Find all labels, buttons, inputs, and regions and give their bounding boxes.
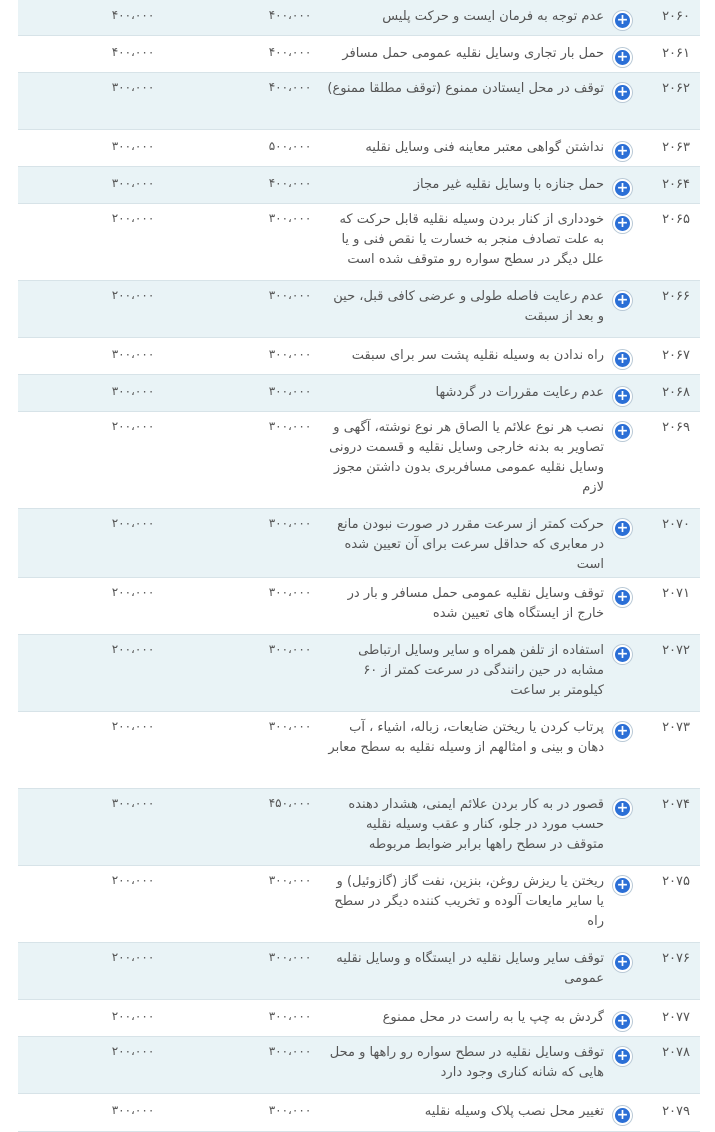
fine-amount-primary: ۳۰۰،۰۰۰	[268, 288, 312, 302]
table-row[interactable]	[18, 943, 700, 1000]
expand-plus-icon[interactable]: +	[613, 645, 632, 664]
fine-amount-primary: ۳۰۰،۰۰۰	[268, 873, 312, 887]
table-row[interactable]	[18, 130, 700, 167]
fine-amount-secondary: ۲۰۰،۰۰۰	[111, 211, 155, 225]
fine-amount-secondary: ۴۰۰،۰۰۰	[111, 8, 155, 22]
fine-amount-secondary: ۲۰۰،۰۰۰	[111, 419, 155, 433]
violation-code: ۲۰۶۵	[662, 212, 690, 227]
table-row[interactable]	[18, 412, 700, 509]
violations-table	[18, 0, 700, 1132]
violation-code: ۲۰۶۷	[662, 348, 690, 363]
table-row[interactable]	[18, 866, 700, 943]
fine-amount-primary: ۳۰۰،۰۰۰	[268, 1044, 312, 1058]
violation-code: ۲۰۶۴	[662, 177, 690, 192]
fine-amount-primary: ۳۰۰،۰۰۰	[268, 419, 312, 433]
fine-amount-primary: ۳۰۰،۰۰۰	[268, 384, 312, 398]
violation-description: حمل جنازه با وسایل نقلیه غیر مجاز	[413, 177, 604, 192]
violation-code: ۲۰۷۴	[662, 797, 690, 812]
violation-description: گردش به چپ یا به راست در محل ممنوع	[382, 1010, 604, 1025]
expand-plus-icon[interactable]: +	[613, 48, 632, 67]
table-row[interactable]	[18, 712, 700, 789]
violation-code: ۲۰۶۲	[662, 81, 690, 96]
table-row[interactable]	[18, 167, 700, 204]
violation-code: ۲۰۷۳	[662, 720, 690, 735]
expand-plus-icon[interactable]: +	[613, 799, 632, 818]
table-row[interactable]	[18, 281, 700, 338]
fine-amount-primary: ۵۰۰،۰۰۰	[268, 139, 312, 153]
fine-amount-primary: ۳۰۰،۰۰۰	[268, 211, 312, 225]
violation-code: ۲۰۶۱	[662, 46, 690, 61]
expand-plus-icon[interactable]: +	[613, 422, 632, 441]
violation-description: عدم توجه به فرمان ایست و حرکت پلیس	[382, 9, 604, 24]
fine-amount-primary: ۴۰۰،۰۰۰	[268, 176, 312, 190]
fine-amount-secondary: ۳۰۰،۰۰۰	[111, 1103, 155, 1117]
fine-amount-secondary: ۳۰۰،۰۰۰	[111, 796, 155, 810]
violation-description: قصور در به کار بردن علائم ایمنی، هشدار دهنده حسب مورد در جلو، کنار و عقب وسیله نقلیه متوقف در سطح راهها برابر ضوابط مربوطه	[348, 797, 604, 852]
fine-amount-primary: ۴۰۰،۰۰۰	[268, 8, 312, 22]
violation-description: عدم رعایت فاصله طولی و عرضی کافی قبل، حین و بعد از سبقت	[333, 289, 604, 324]
violation-description: حرکت کمتر از سرعت مقرر در صورت نبودن مانع در معابری که حداقل سرعت برای آن تعیین شده است	[337, 517, 604, 572]
fine-amount-secondary: ۲۰۰،۰۰۰	[111, 642, 155, 656]
fine-amount-primary: ۳۰۰،۰۰۰	[268, 585, 312, 599]
table-row[interactable]	[18, 36, 700, 73]
fine-amount-primary: ۴۰۰،۰۰۰	[268, 45, 312, 59]
violation-description: توقف در محل ایستادن ممنوع (توقف مطلقا ممنوع)	[327, 81, 604, 96]
fine-amount-secondary: ۲۰۰،۰۰۰	[111, 950, 155, 964]
violation-description: حمل بار تجاری وسایل نقلیه عمومی حمل مسافر	[342, 46, 604, 61]
expand-plus-icon[interactable]: +	[613, 83, 632, 102]
fine-amount-primary: ۳۰۰،۰۰۰	[268, 516, 312, 530]
violation-code: ۲۰۷۵	[662, 874, 690, 889]
fine-amount-secondary: ۳۰۰،۰۰۰	[111, 176, 155, 190]
violation-description: نداشتن گواهی معتبر معاینه فنی وسایل نقلیه	[365, 140, 604, 155]
violation-code: ۲۰۶۶	[662, 289, 690, 304]
violation-code: ۲۰۷۱	[662, 586, 690, 601]
table-row[interactable]	[18, 338, 700, 375]
fine-amount-secondary: ۲۰۰،۰۰۰	[111, 1009, 155, 1023]
expand-plus-icon[interactable]: +	[613, 11, 632, 30]
expand-plus-icon[interactable]: +	[613, 350, 632, 369]
table-row[interactable]	[18, 789, 700, 866]
table-row[interactable]	[18, 578, 700, 635]
fine-amount-secondary: ۲۰۰،۰۰۰	[111, 516, 155, 530]
expand-plus-icon[interactable]: +	[613, 876, 632, 895]
expand-plus-icon[interactable]: +	[613, 1106, 632, 1125]
expand-plus-icon[interactable]: +	[613, 1012, 632, 1031]
table-row[interactable]	[18, 375, 700, 412]
table-row[interactable]	[18, 1000, 700, 1037]
violation-description: نصب هر نوع علائم یا الصاق هر نوع نوشته، آگهی و تصاویر به بدنه خارجی وسایل نقلیه و قسمت درونی وسایل نقلیه عمومی مسافربری بدون داشتن مجوز لازم	[329, 420, 604, 495]
violation-code: ۲۰۶۳	[662, 140, 690, 155]
violation-code: ۲۰۷۲	[662, 643, 690, 658]
fine-amount-secondary: ۲۰۰،۰۰۰	[111, 873, 155, 887]
expand-plus-icon[interactable]: +	[613, 291, 632, 310]
fine-amount-secondary: ۳۰۰،۰۰۰	[111, 384, 155, 398]
table-row[interactable]	[18, 635, 700, 712]
fine-amount-secondary: ۴۰۰،۰۰۰	[111, 45, 155, 59]
fine-amount-primary: ۳۰۰،۰۰۰	[268, 1009, 312, 1023]
table-row[interactable]	[18, 73, 700, 130]
fine-amount-primary: ۳۰۰،۰۰۰	[268, 347, 312, 361]
violation-code: ۲۰۶۰	[662, 9, 690, 24]
expand-plus-icon[interactable]: +	[613, 179, 632, 198]
violation-code: ۲۰۷۶	[662, 951, 690, 966]
expand-plus-icon[interactable]: +	[613, 214, 632, 233]
violation-description: ریختن یا ریزش روغن، بنزین، نفت گاز (گازوئیل) و یا سایر مایعات آلوده و تخریب کننده دیگر در سطح راه	[334, 874, 604, 929]
expand-plus-icon[interactable]: +	[613, 519, 632, 538]
violation-code: ۲۰۷۷	[662, 1010, 690, 1025]
table-row[interactable]	[18, 0, 700, 36]
violation-description: خودداری از کنار بردن وسیله نقلیه قابل حرکت که به علت تصادف منجر به خسارت یا نقص فنی و یا علل دیگر در سطح سواره رو متوقف شده است	[339, 212, 604, 267]
violation-code: ۲۰۶۸	[662, 385, 690, 400]
fine-amount-secondary: ۲۰۰،۰۰۰	[111, 585, 155, 599]
fine-amount-secondary: ۲۰۰،۰۰۰	[111, 1044, 155, 1058]
violation-code: ۲۰۶۹	[662, 420, 690, 435]
violation-code: ۲۰۷۹	[662, 1104, 690, 1119]
table-row[interactable]	[18, 1094, 700, 1132]
fine-amount-primary: ۴۰۰،۰۰۰	[268, 80, 312, 94]
expand-plus-icon[interactable]: +	[613, 142, 632, 161]
violation-description: پرتاب کردن یا ریختن ضایعات، زباله، اشیاء ، آب دهان و بینی و امثالهم از وسیله نقلیه به سطح معابر	[328, 720, 604, 755]
fine-amount-secondary: ۳۰۰،۰۰۰	[111, 80, 155, 94]
violation-description: توقف وسایل نقلیه در سطح سواره رو راهها و محل هایی که شانه کناری وجود دارد	[329, 1045, 604, 1080]
violation-description: راه ندادن به وسیله نقلیه پشت سر برای سبقت	[351, 348, 604, 363]
table-row[interactable]	[18, 1037, 700, 1094]
violation-description: تغییر محل نصب پلاک وسیله نقلیه	[424, 1104, 604, 1119]
violation-code: ۲۰۷۸	[662, 1045, 690, 1060]
fine-amount-primary: ۳۰۰،۰۰۰	[268, 1103, 312, 1117]
fine-amount-secondary: ۳۰۰،۰۰۰	[111, 347, 155, 361]
table-row[interactable]	[18, 204, 700, 281]
violation-description: توقف سایر وسایل نقلیه در ایستگاه و وسایل نقلیه عمومی	[336, 951, 604, 986]
fine-amount-primary: ۳۰۰،۰۰۰	[268, 642, 312, 656]
expand-plus-icon[interactable]: +	[613, 722, 632, 741]
expand-plus-icon[interactable]: +	[613, 387, 632, 406]
fine-amount-secondary: ۲۰۰،۰۰۰	[111, 719, 155, 733]
fine-amount-secondary: ۳۰۰،۰۰۰	[111, 139, 155, 153]
fine-amount-primary: ۴۵۰،۰۰۰	[268, 796, 312, 810]
fine-amount-primary: ۳۰۰،۰۰۰	[268, 719, 312, 733]
violation-description: توقف وسایل نقلیه عمومی حمل مسافر و بار در خارج از ایستگاه های تعیین شده	[347, 586, 604, 621]
fine-amount-secondary: ۲۰۰،۰۰۰	[111, 288, 155, 302]
table-row[interactable]	[18, 509, 700, 578]
violation-code: ۲۰۷۰	[662, 517, 690, 532]
fine-amount-primary: ۳۰۰،۰۰۰	[268, 950, 312, 964]
violation-description: عدم رعایت مقررات در گردشها	[435, 385, 604, 400]
expand-plus-icon[interactable]: +	[613, 953, 632, 972]
violation-description: استفاده از تلفن همراه و سایر وسایل ارتباطی مشابه در حین رانندگی در سرعت کمتر از ۶۰ کیلومتر بر ساعت	[358, 643, 604, 698]
expand-plus-icon[interactable]: +	[613, 1047, 632, 1066]
expand-plus-icon[interactable]: +	[613, 588, 632, 607]
